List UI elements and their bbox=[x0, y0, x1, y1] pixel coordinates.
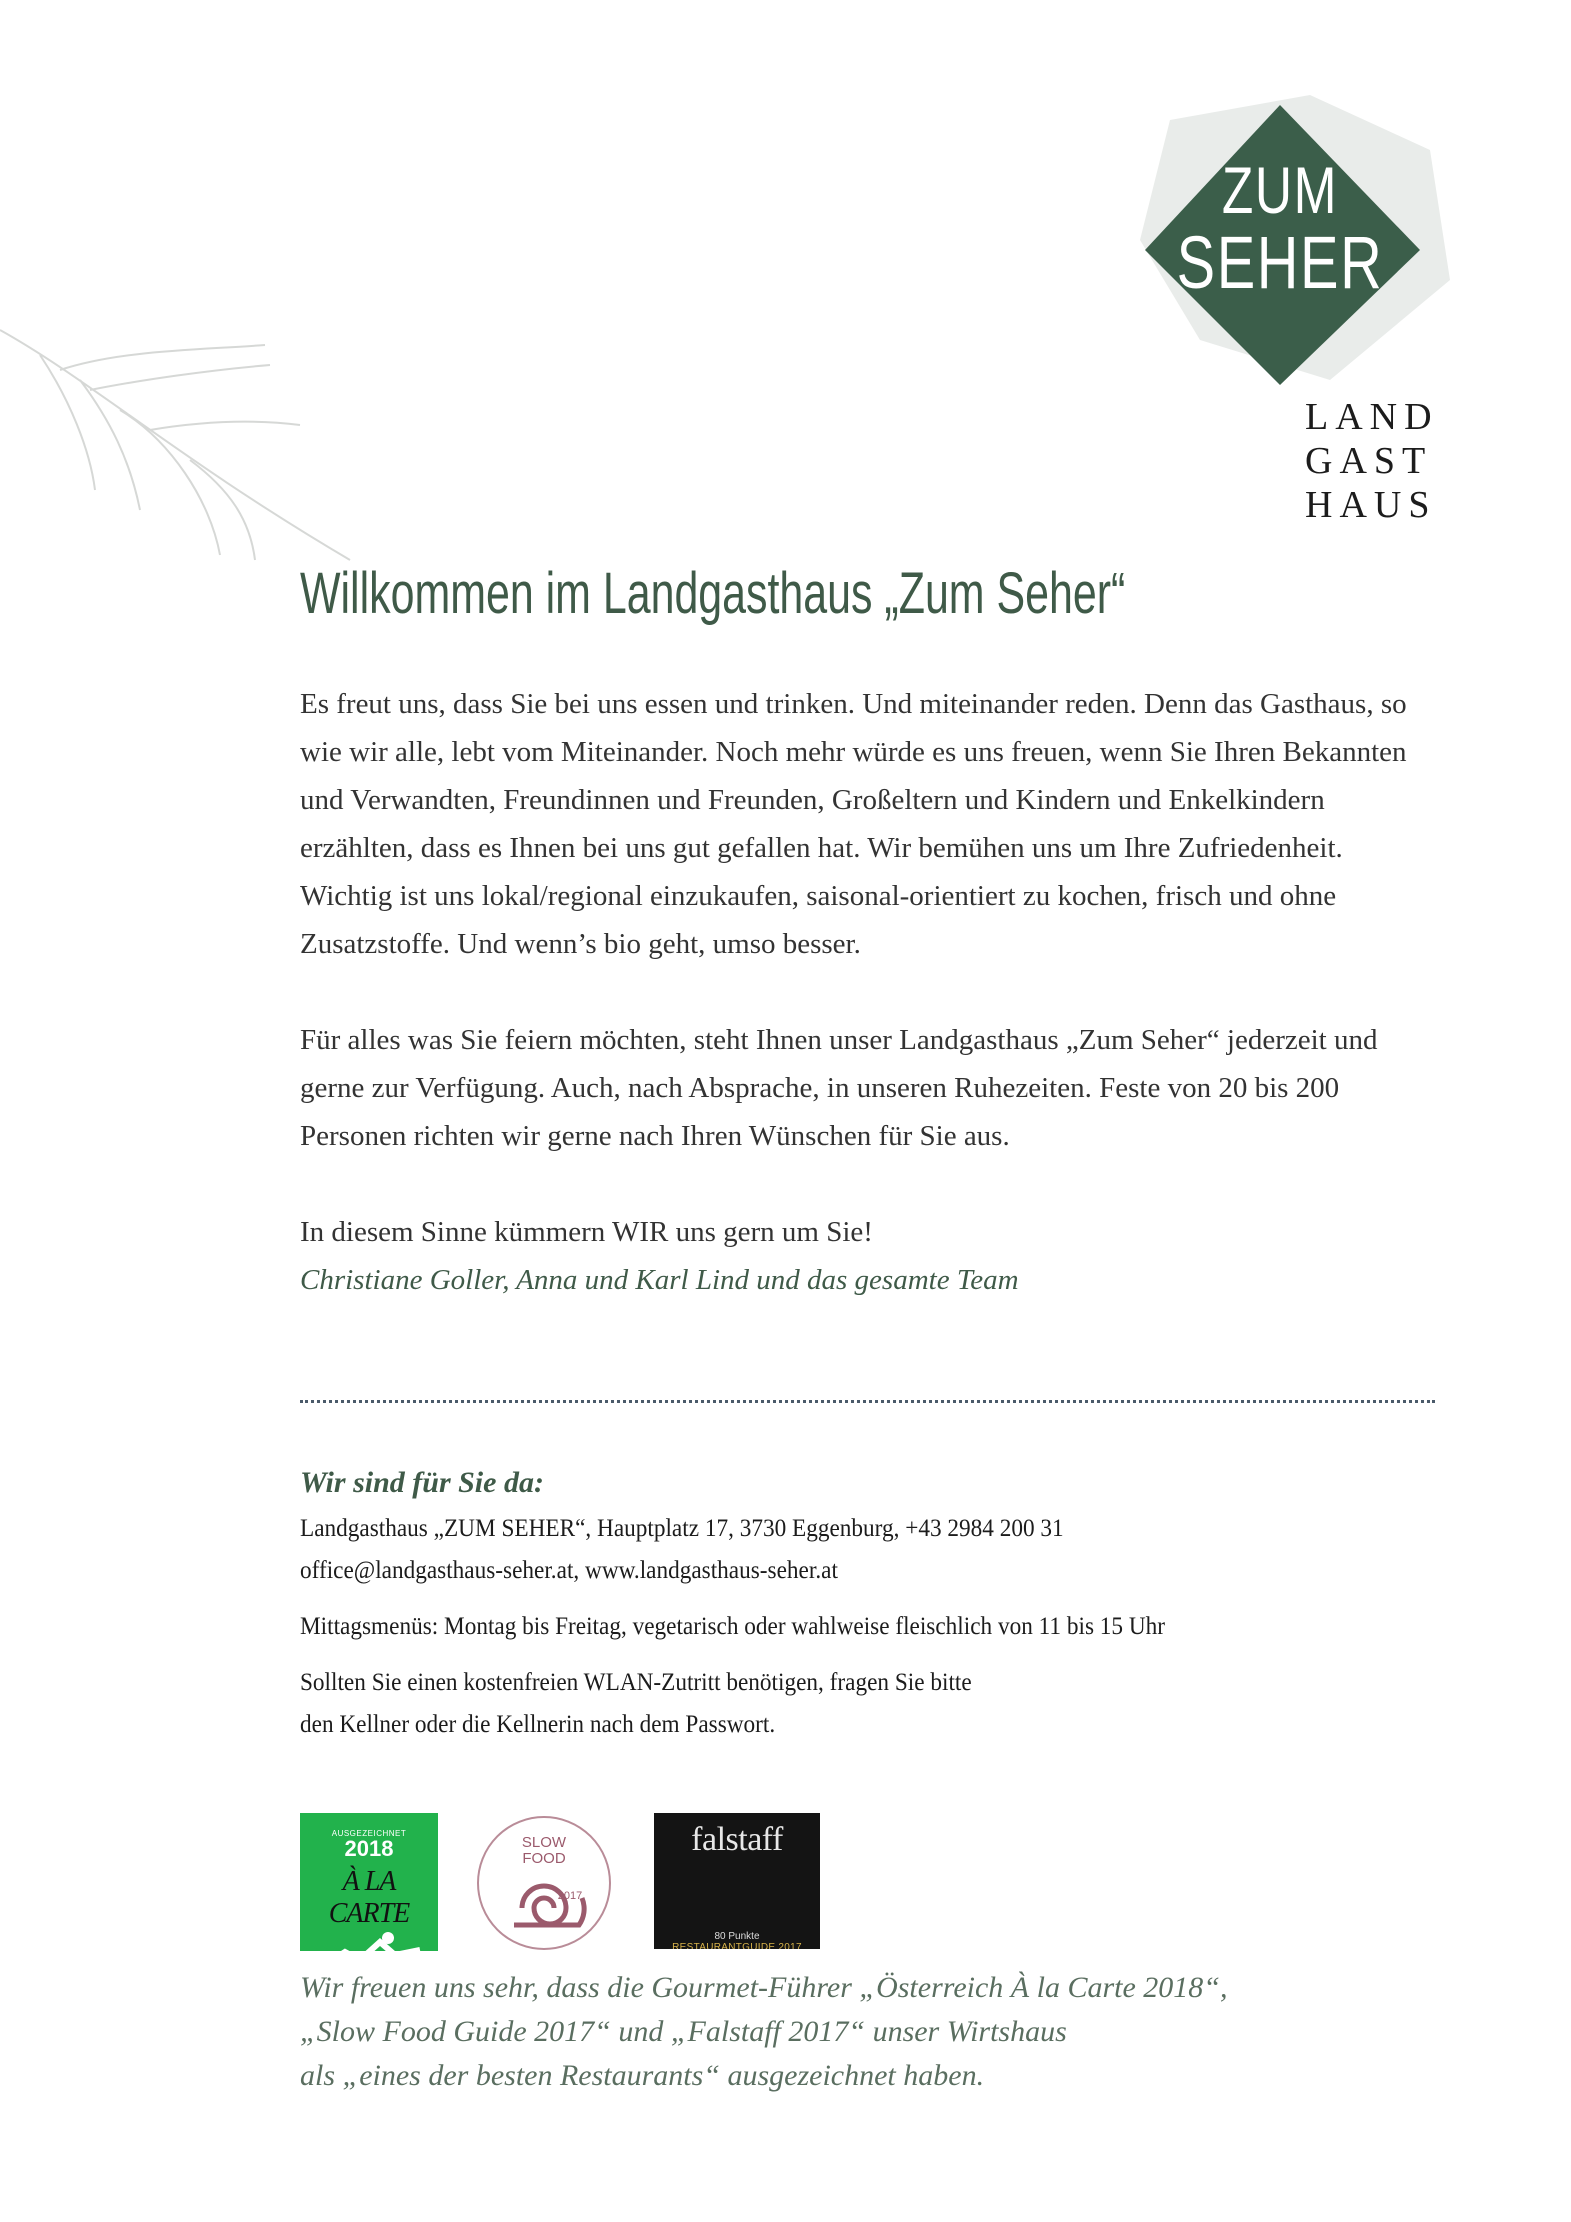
branch-illustration bbox=[0, 310, 360, 570]
contact-section bbox=[300, 1466, 1440, 1746]
page-title: Willkommen im Landgasthaus „Zum Seher“ bbox=[300, 561, 1126, 626]
logo-land: LAND bbox=[1305, 396, 1439, 438]
falstaff-points: 80 Punkte bbox=[714, 1931, 760, 1942]
logo-haus: HAUS bbox=[1305, 484, 1437, 526]
a-la-carte-badge bbox=[300, 1813, 438, 1951]
dotted-divider bbox=[300, 1400, 1435, 1403]
awards-line-3: als „eines der besten Restaurants“ ausgezeichnet haben. bbox=[300, 2059, 985, 2092]
falstaff-guide: RESTAURANTGUIDE 2017 bbox=[672, 1942, 802, 1949]
awards-line-2: „Slow Food Guide 2017“ und „Falstaff 2017“ unser Wirtshaus bbox=[300, 2015, 1067, 2048]
contact-web: office@landgasthaus-seher.at, www.landgasthaus-seher.at bbox=[300, 1557, 838, 1584]
intro-paragraph-1: Es freut uns, dass Sie bei uns essen und trinken. Und miteinander reden. Denn das Gasthaus, so wie wir alle, lebt vom Miteinander. Noch mehr würde es uns freuen, wenn Sie Ihren Bekannten und Verwandten, Freundinnen und Freunden, Großeltern und Kindern und Enkelkindern erzählten, dass es Ihnen bei uns gut gefallen hat. Wir bemühen uns um Ihre Zufriedenheit. Wichtig ist uns lokal/regional einzukaufen, saisonal-orientiert zu kochen, frisch und ohne Zusatzstoffe. Und wenn’s bio geht, umso besser. bbox=[300, 688, 1407, 960]
slow-food-line2: FOOD bbox=[522, 1850, 566, 1867]
logo bbox=[1130, 90, 1460, 526]
wifi-info-2: den Kellner oder die Kellnerin nach dem Passwort. bbox=[300, 1711, 776, 1738]
slow-food-year: 2017 bbox=[557, 1890, 583, 1902]
falstaff-badge bbox=[654, 1813, 820, 1949]
lunch-info: Mittagsmenüs: Montag bis Freitag, vegetarisch oder wahlweise fleischlich von 11 bis 15 Uhr bbox=[300, 1613, 1166, 1640]
logo-zum: ZUM bbox=[1221, 153, 1339, 227]
falstaff-name: falstaff bbox=[691, 1821, 783, 1858]
awards-line-1: Wir freuen uns sehr, dass die Gourmet-Führer „Österreich À la Carte 2018“, bbox=[300, 1971, 1228, 2004]
intro-paragraph-2: Für alles was Sie feiern möchten, steht Ihnen unser Landgasthaus „Zum Seher“ jederzeit und gerne zur Verfügung. Auch, nach Absprache, in unseren Ruhezeiten. Feste von 20 bis 200 Personen richten wir gerne nach Ihren Wünschen für Sie aus. bbox=[300, 1024, 1378, 1152]
signature: Christiane Goller, Anna und Karl Lind und das gesamte Team bbox=[300, 1264, 1019, 1296]
a-la-carte-name: À LA CARTE bbox=[328, 1866, 410, 1929]
a-la-carte-top: AUSGEZEICHNET bbox=[331, 1829, 407, 1838]
contact-heading: Wir sind für Sie da: bbox=[300, 1466, 544, 1499]
wifi-info-1: Sollten Sie einen kostenfreien WLAN-Zutritt benötigen, fragen Sie bitte bbox=[300, 1669, 972, 1696]
intro-text bbox=[300, 680, 1440, 1304]
contact-address: Landgasthaus „ZUM SEHER“, Hauptplatz 17, 3730 Eggenburg, +43 2984 200 31 bbox=[300, 1515, 1064, 1542]
a-la-carte-year: 2018 bbox=[344, 1836, 394, 1861]
intro-paragraph-3: In diesem Sinne kümmern WIR uns gern um Sie! bbox=[300, 1216, 873, 1248]
logo-gast: GAST bbox=[1305, 440, 1433, 482]
slow-food-badge bbox=[474, 1813, 614, 1953]
slow-food-line1: SLOW bbox=[521, 1834, 567, 1851]
logo-seher: SEHER bbox=[1176, 221, 1384, 304]
runner-icon bbox=[300, 1930, 438, 1951]
awards-text bbox=[300, 1966, 1460, 2098]
logo-landgasthaus bbox=[1305, 395, 1455, 527]
